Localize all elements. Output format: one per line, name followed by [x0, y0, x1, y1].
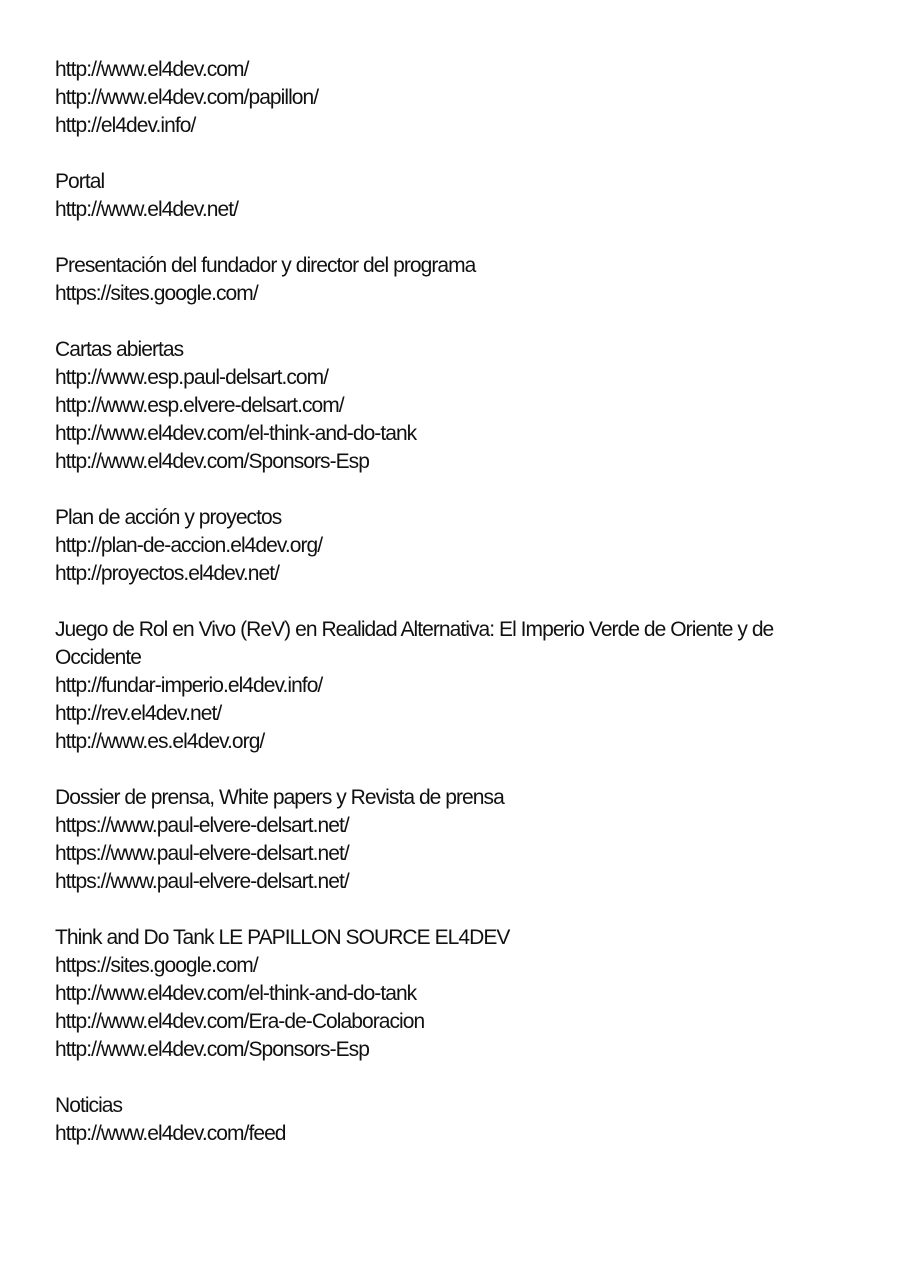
link-section — [55, 1092, 840, 1148]
url-link[interactable]: http://fundar-imperio.el4dev.info/ — [55, 674, 323, 697]
document-body — [55, 56, 840, 1176]
link-section — [55, 168, 840, 224]
url-link[interactable]: https://www.paul-elvere-delsart.net/ — [55, 842, 349, 865]
url-link[interactable]: http://www.el4dev.com/papillon/ — [55, 86, 319, 109]
url-link[interactable]: http://www.el4dev.com/Sponsors-Esp — [55, 1038, 369, 1061]
url-link[interactable]: http://plan-de-accion.el4dev.org/ — [55, 534, 323, 557]
url-link[interactable]: http://www.el4dev.com/ — [55, 58, 249, 81]
url-link[interactable]: http://www.el4dev.com/el-think-and-do-tank — [55, 422, 417, 445]
section-title: Noticias — [55, 1094, 123, 1117]
link-section — [55, 924, 840, 1064]
url-link[interactable]: http://el4dev.info/ — [55, 114, 196, 137]
section-title: Dossier de prensa, White papers y Revista de prensa — [55, 786, 504, 809]
section-title: Plan de acción y proyectos — [55, 506, 282, 529]
url-link[interactable]: http://www.esp.paul-delsart.com/ — [55, 366, 329, 389]
url-link[interactable]: http://www.el4dev.net/ — [55, 198, 238, 221]
url-link[interactable]: http://www.esp.elvere-delsart.com/ — [55, 394, 344, 417]
section-title: Juego de Rol en Vivo (ReV) en Realidad Alternativa: El Imperio Verde de Oriente y de Occidente — [55, 618, 774, 669]
url-link[interactable]: https://sites.google.com/ — [55, 282, 258, 305]
url-link[interactable]: http://www.el4dev.com/Era-de-Colaboracion — [55, 1010, 425, 1033]
section-title: Portal — [55, 170, 105, 193]
url-link[interactable]: http://www.el4dev.com/el-think-and-do-tank — [55, 982, 417, 1005]
url-link[interactable]: http://www.es.el4dev.org/ — [55, 730, 265, 753]
link-section — [55, 504, 840, 588]
link-section — [55, 784, 840, 896]
url-link[interactable]: https://www.paul-elvere-delsart.net/ — [55, 814, 349, 837]
url-link[interactable]: http://www.el4dev.com/Sponsors-Esp — [55, 450, 369, 473]
url-link[interactable]: http://rev.el4dev.net/ — [55, 702, 222, 725]
url-link[interactable]: http://proyectos.el4dev.net/ — [55, 562, 279, 585]
url-link[interactable]: https://www.paul-elvere-delsart.net/ — [55, 870, 349, 893]
link-section — [55, 56, 840, 140]
section-title: Cartas abiertas — [55, 338, 184, 361]
link-section — [55, 616, 840, 756]
link-section — [55, 252, 840, 308]
url-link[interactable]: http://www.el4dev.com/feed — [55, 1122, 286, 1145]
section-title: Presentación del fundador y director del programa — [55, 254, 476, 277]
url-link[interactable]: https://sites.google.com/ — [55, 954, 258, 977]
section-title: Think and Do Tank LE PAPILLON SOURCE EL4DEV — [55, 926, 510, 949]
link-section — [55, 336, 840, 476]
